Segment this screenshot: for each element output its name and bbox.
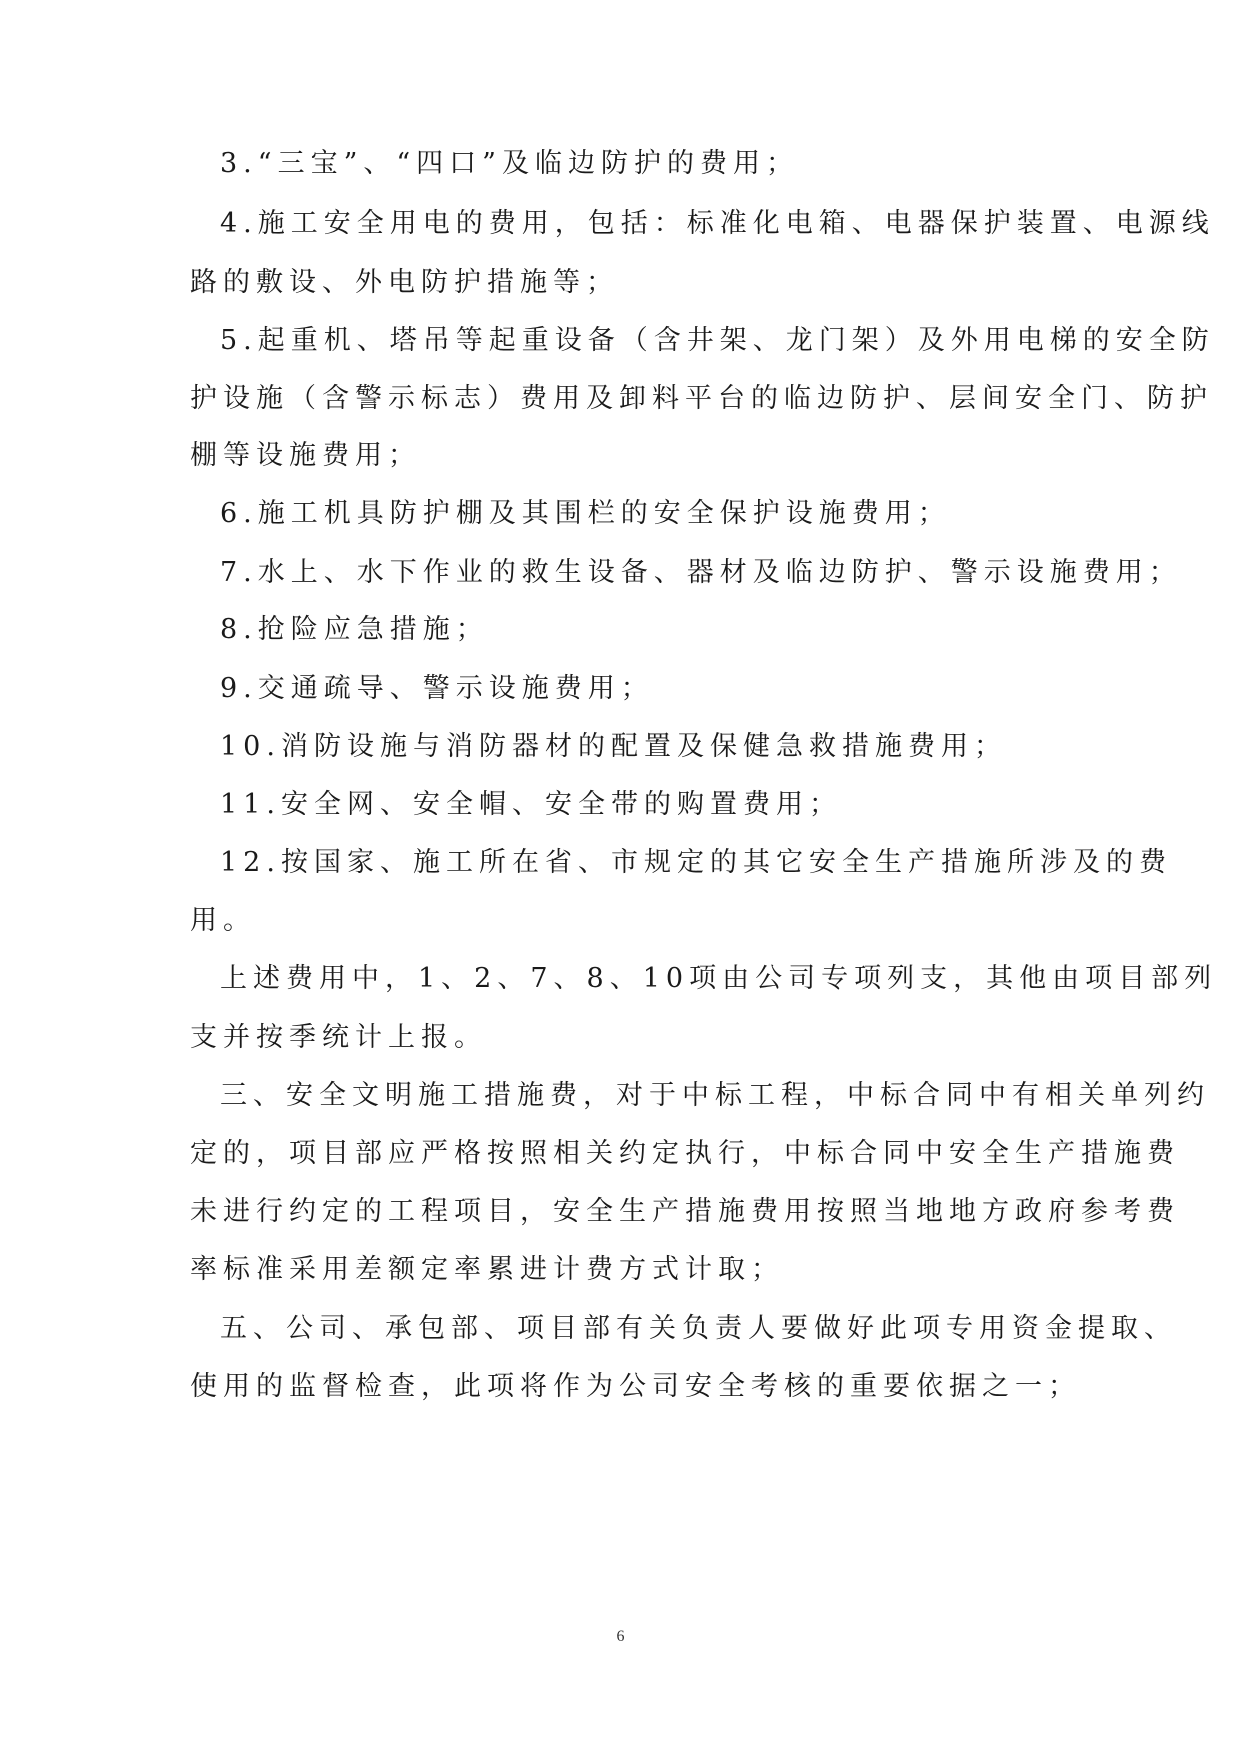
section-3-line-4: 率标准采用差额定率累进计费方式计取；	[190, 1254, 784, 1285]
section-3-line-1: 三、安全文明施工措施费，对于中标工程，中标合同中有相关单列约	[220, 1080, 1210, 1111]
item-4-line-2: 路的敷设、外电防护措施等；	[190, 267, 619, 298]
page-number: 6	[616, 1628, 625, 1645]
item-3: 3.“三宝”、“四口”及临边防护的费用；	[220, 148, 799, 179]
item-12-line-2: 用。	[190, 905, 256, 936]
item-11: 11.安全网、安全帽、安全带的购置费用；	[220, 789, 842, 820]
item-7: 7.水上、水下作业的救生设备、器材及临边防护、警示设施费用；	[220, 557, 1182, 588]
item-5-line-1: 5.起重机、塔吊等起重设备（含井架、龙门架）及外用电梯的安全防	[220, 325, 1215, 356]
summary-line-1: 上述费用中，1、2、7、8、10项由公司专项列支，其他由项目部列	[220, 963, 1218, 994]
item-9: 9.交通疏导、警示设施费用；	[220, 673, 654, 704]
summary-line-2: 支并按季统计上报。	[190, 1022, 487, 1053]
section-5-line-2: 使用的监督检查，此项将作为公司安全考核的重要依据之一；	[190, 1371, 1081, 1402]
item-10: 10.消防设施与消防器材的配置及保健急救措施费用；	[220, 731, 1007, 762]
item-5-line-3: 棚等设施费用；	[190, 440, 421, 471]
item-8: 8.抢险应急措施；	[220, 614, 489, 645]
item-4-line-1: 4.施工安全用电的费用，包括：标准化电箱、电器保护装置、电源线	[220, 208, 1215, 239]
item-6: 6.施工机具防护棚及其围栏的安全保护设施费用；	[220, 498, 951, 529]
item-5-line-2: 护设施（含警示标志）费用及卸料平台的临边防护、层间安全门、防护	[190, 383, 1213, 414]
section-3-line-3: 未进行约定的工程项目，安全生产措施费用按照当地地方政府参考费	[190, 1196, 1180, 1227]
section-3-line-2: 定的，项目部应严格按照相关约定执行，中标合同中安全生产措施费	[190, 1138, 1180, 1169]
section-5-line-1: 五、公司、承包部、项目部有关负责人要做好此项专用资金提取、	[220, 1313, 1177, 1344]
item-12-line-1: 12.按国家、施工所在省、市规定的其它安全生产措施所涉及的费	[220, 847, 1172, 878]
